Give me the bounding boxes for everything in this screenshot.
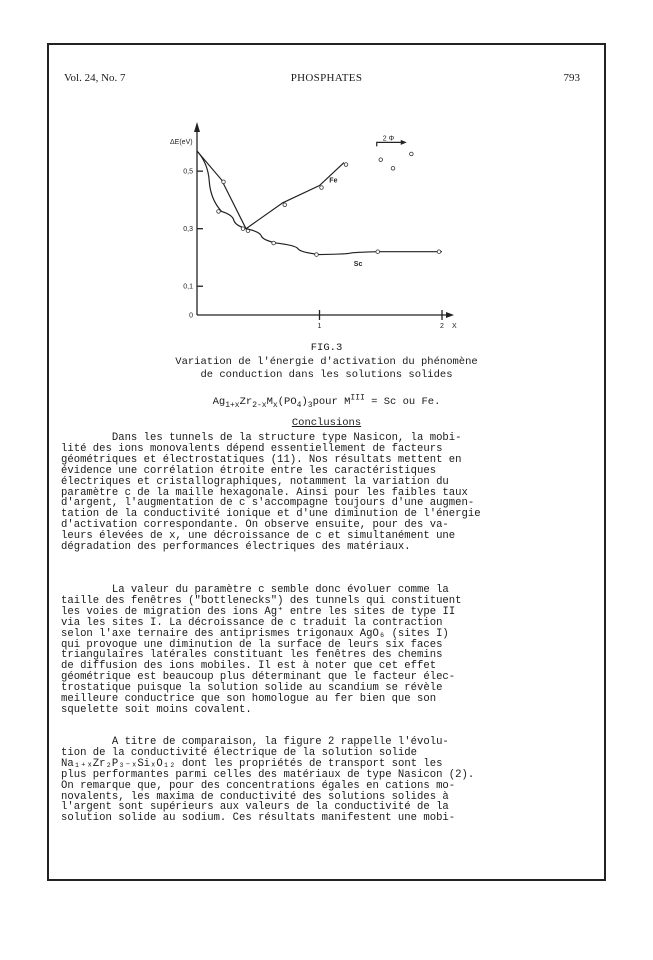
chart-axes bbox=[194, 122, 454, 320]
data-point-fe bbox=[344, 163, 348, 167]
formula-sub-4: 4 bbox=[296, 401, 302, 411]
data-point-fe bbox=[320, 186, 324, 190]
series-line-fe bbox=[197, 151, 344, 229]
formula-close: ) bbox=[301, 396, 308, 408]
data-point-sc bbox=[437, 250, 441, 254]
formula-sub-1: 1+x bbox=[225, 401, 240, 411]
figure-3-chart bbox=[150, 118, 470, 338]
caption-formula bbox=[0, 393, 653, 411]
chart-labels bbox=[170, 135, 457, 330]
y-axis-arrow bbox=[194, 122, 200, 132]
chart-series bbox=[197, 151, 442, 256]
series-line-sc bbox=[197, 151, 442, 255]
data-point-sc bbox=[376, 250, 380, 254]
data-point-fe bbox=[222, 180, 226, 184]
formula-sup: III bbox=[350, 393, 365, 403]
scatter-point bbox=[410, 152, 414, 156]
y-tick-label: 0 bbox=[189, 312, 193, 320]
formula-ag: Ag bbox=[212, 396, 226, 408]
annotation-arrow bbox=[401, 140, 407, 145]
figure-label: FIG.3 bbox=[310, 342, 343, 354]
formula-sub-2: 2-x bbox=[252, 401, 267, 411]
paragraph-1: Dans les tunnels de la structure type Nasicon, la mobi- lité des ions monovalents dépend essentiellement de facteurs géométriques et électrostatiques (11). Nos résultats mettent en évidence une corrélation étroite entre les caractéristiques électriques et cristallographiques, notamment la variation du paramètre c de la maille hexagonale. Ainsi pour les faibles taux d'argent, l'augmentation de c s'accompagne toujours d'une augmen- tation de la conductivité ionique et d'une diminution de l'énergie d'activation correspondante. On observe ensuite, pour des va- leurs élevées de x, une décroissance de c et simultanément une dégradation des performances électriques des matériaux. bbox=[61, 432, 481, 554]
section-title-conclusions: Conclusions bbox=[291, 417, 362, 429]
annotation-bracket bbox=[377, 142, 405, 146]
page-number: 793 bbox=[563, 72, 580, 84]
data-point-sc bbox=[315, 253, 319, 257]
x-axis-arrow bbox=[446, 312, 454, 318]
x-axis-label: X bbox=[452, 323, 457, 330]
data-point-sc bbox=[217, 210, 221, 214]
paragraph-2: La valeur du paramètre c semble donc évoluer comme la taille des fenêtres ("bottlenecks") des tunnels qui constituent les voies de migration des ions Ag⁺ entre les sites de type II via les sites I. La décroissance de c traduit la contraction selon l'axe ternaire des antiprismes trigonaux AgO₆ (sites I) qui provoque une diminution de la surface de leurs six faces triangulaires latérales constituant les fenêtres des chemins de diffusion des ions mobiles. Il est à noter que cet effet géométrique est beaucoup plus déterminant que le facteur élec- trostatique puisque la solution solide au scandium se révèle meilleure conductrice que son homologue au fer bien que son squelette soit moins covalent. bbox=[61, 584, 462, 716]
y-tick-label: 0,3 bbox=[183, 226, 193, 234]
scatter-point bbox=[379, 158, 383, 162]
paragraph-3: A titre de comparaison, la figure 2 rappelle l'évolu- tion de la conductivité électrique de la solution solide Na₁₊ₓZr₂P₃₋ₓSiₓO₁₂ dont les propriétés de transport sont les plus performantes parmi celles des matériaux de type Nasicon (2). On remarque que, pour des concentrations égales en cations mo- novalents, les maxima de conductivité des solutions solides à l'argent sont supérieurs aux valeurs de la conductivité de la solution solide au sodium. Ces résultats manifestent une mobi- bbox=[61, 736, 475, 825]
figure-caption bbox=[120, 356, 533, 382]
formula-po4: (PO bbox=[277, 396, 297, 408]
caption-line-1: Variation de l'énergie d'activation du phénomène bbox=[175, 356, 478, 368]
formula-sub-3: x bbox=[272, 401, 278, 411]
data-point-fe bbox=[283, 203, 287, 207]
y-tick-label: 0,5 bbox=[183, 168, 193, 176]
series-label-fe: Fe bbox=[329, 177, 338, 185]
caption-line-2: de conduction dans les solutions solides bbox=[200, 369, 453, 381]
formula-pour: pour M bbox=[312, 396, 351, 408]
series-label-sc: Sc bbox=[353, 261, 363, 269]
scatter-point bbox=[391, 166, 395, 170]
formula-end: = Sc ou Fe. bbox=[364, 396, 441, 408]
y-tick-label: 0,1 bbox=[183, 283, 193, 291]
journal-title: PHOSPHATES bbox=[290, 72, 363, 84]
chart-svg bbox=[150, 118, 470, 338]
formula-sub-5: 3 bbox=[307, 401, 313, 411]
x-tick-label: 1 bbox=[317, 323, 322, 330]
y-axis-label: ΔE(eV) bbox=[170, 139, 193, 146]
data-point-sc bbox=[272, 241, 276, 245]
x-tick-label: 2 bbox=[440, 323, 444, 330]
data-point-sc bbox=[241, 227, 245, 231]
annotation-2phi: 2 Φ bbox=[382, 135, 395, 143]
journal-volume: Vol. 24, No. 7 bbox=[64, 72, 126, 84]
formula-zr: Zr bbox=[239, 396, 253, 408]
formula-m: M bbox=[266, 396, 273, 408]
